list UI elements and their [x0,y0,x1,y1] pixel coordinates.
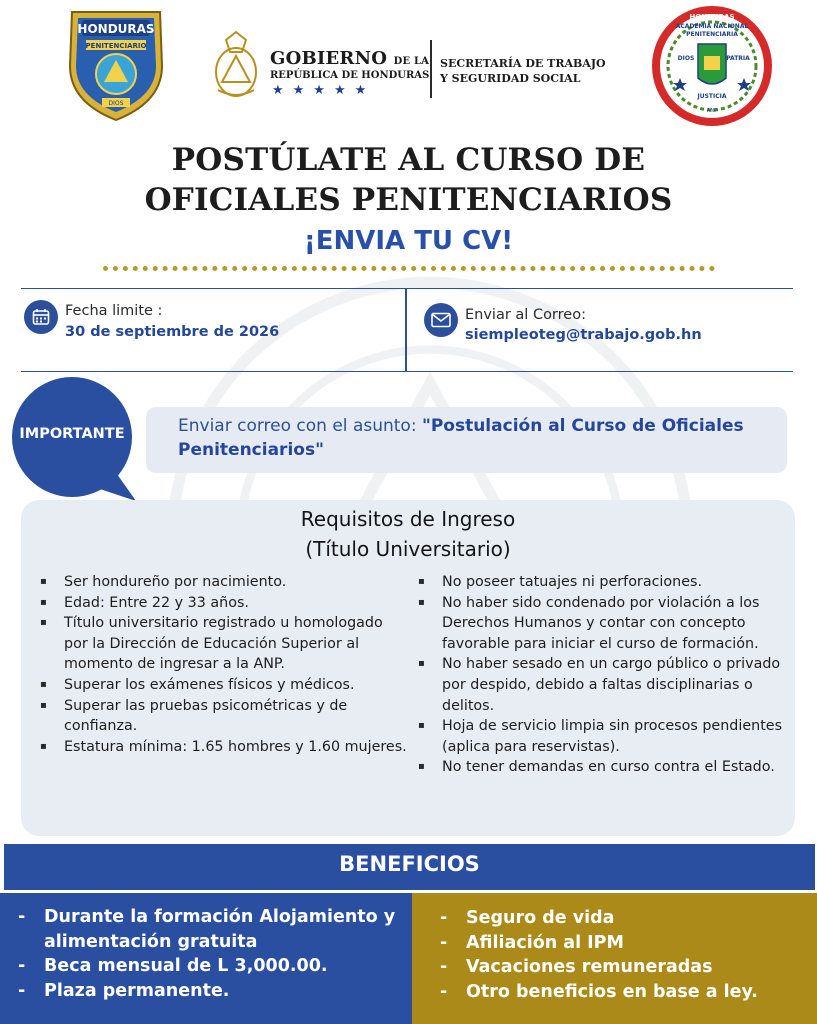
list-item: ▪ No haber sesado en un cargo público o privado por despido, debido a faltas disciplinarias o delitos. [418,654,790,716]
requirements-left-list [40,572,410,757]
right-badge-justicia: JUSTICIA [697,93,727,100]
coat-of-arms-icon [208,30,264,100]
list-item: - Plaza permanente. [18,979,408,1004]
list-item: ▪ Estatura mínima: 1.65 hombres y 1.60 mujeres. [40,737,410,758]
list-item: ▪ Superar las pruebas psicométricas y de confianza. [40,696,410,737]
email-label: Enviar al Correo: [465,307,586,323]
deadline-label: Fecha limite : [65,303,163,319]
list-item: - Vacaciones remuneradas [440,955,810,980]
header [0,0,817,130]
list-item: ▪ Ser hondureño por nacimiento. [40,572,410,593]
requirements-right-list [418,572,790,778]
academy-badge-logo [650,4,774,128]
left-badge-title: HONDURAS [77,22,155,36]
deadline-value: 30 de septiembre de 2026 [65,324,280,340]
gov-title: GOBIERNO DE LA [270,48,430,69]
important-text: Enviar correo con el asunto: "Postulación al Curso de Oficiales Penitenciarios" [178,416,744,460]
government-block [208,30,628,102]
list-item: ▪ No tener demandas en curso contra el Estado. [418,757,790,778]
cta-heading: ¡ENVIA TU CV! [303,226,514,256]
important-subject: "Postulación al Curso de Oficiales Penitenciarios" [178,416,744,460]
benefits-title: BENEFICIOS [339,852,480,876]
list-item: - Afiliación al IPM [440,931,810,956]
police-badge-logo [62,6,170,124]
header-divider [430,40,432,98]
page-title: POSTÚLATE AL CURSO DE OFICIALES PENITENCIARIOS [144,142,673,218]
list-item: - Durante la formación Alojamiento y alimentación gratuita [18,905,408,954]
list-item: ▪ Título universitario registrado u homologado por la Dirección de Educación Superior al momento de ingresar a la ANP. [40,613,410,675]
list-item: ▪ Hoja de servicio limpia sin procesos pendientes (aplica para reservistas). [418,716,790,757]
info-divider [405,289,407,371]
dotted-divider [103,266,715,272]
gov-subtitle: REPÚBLICA DE HONDURAS [270,70,430,81]
right-badge-line1: HONDURAS [689,13,735,21]
right-badge-anp: ANP [706,108,718,114]
email-address[interactable]: siempleoteg@trabajo.gob.hn [465,327,702,343]
benefits-left-list [18,905,408,1003]
requirements-title: Requisitos de Ingreso (Título Universitario) [300,507,516,561]
gov-stars: ★★★★★ [272,83,376,98]
list-item: - Seguro de vida [440,906,810,931]
important-label: IMPORTANTE [19,426,125,442]
right-badge-line3: PENITENCIARIA [686,31,738,38]
info-bar [21,288,793,372]
right-badge-line2: ACADEMIA NACIONAL [675,23,749,30]
benefits-right-list [440,906,810,1004]
list-item: - Beca mensual de L 3,000.00. [18,954,408,979]
list-item: - Otro beneficios en base a ley. [440,980,810,1005]
left-badge-motto: DIOS [108,100,124,107]
list-item: ▪ No haber sido condenado por violación a los Derechos Humanos y contar con concepto favorable para iniciar el curso de formación. [418,593,790,655]
right-badge-patria: PATRIA [726,55,750,62]
gov-de: DE LA [393,56,430,67]
list-item: ▪ Edad: Entre 22 y 33 años. [40,593,410,614]
calendar-icon [24,300,58,334]
list-item: ▪ No poseer tatuajes ni perforaciones. [418,572,790,593]
list-item: ▪ Superar los exámenes físicos y médicos. [40,675,410,696]
left-badge-sub: PENITENCIARIO [85,42,147,50]
secretaria-name: SECRETARÍA DE TRABAJO Y SEGURIDAD SOCIAL [440,57,606,85]
right-badge-dios: DIOS [677,55,695,62]
mail-icon [424,303,458,337]
